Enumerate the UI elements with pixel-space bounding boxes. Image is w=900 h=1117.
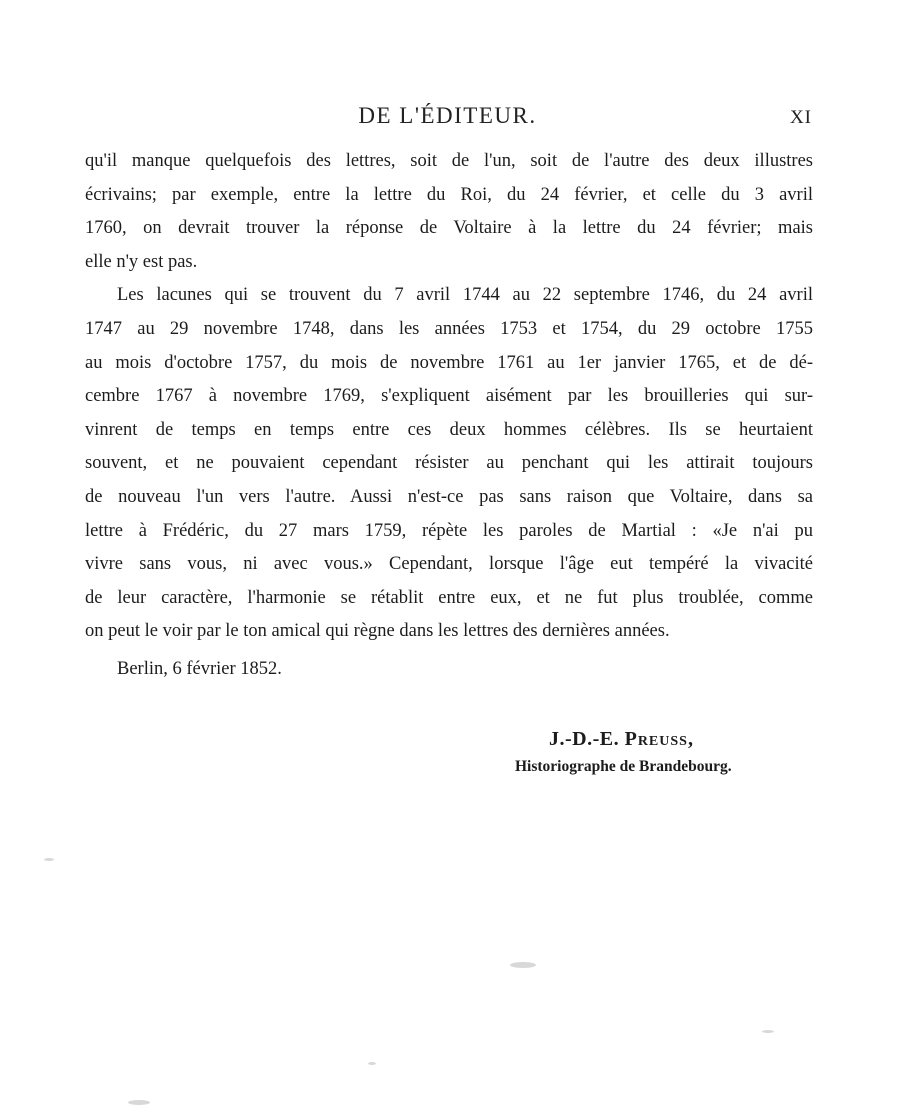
text-line: lettre à Frédéric, du 27 mars 1759, répète les paroles de Martial : «Je n'ai pu	[85, 520, 813, 541]
text-line: écrivains; par exemple, entre la lettre du Roi, du 24 février, et celle du 3 avril	[85, 184, 813, 205]
page-number: XI	[789, 107, 812, 128]
paper-speck	[44, 858, 54, 861]
running-head	[0, 103, 900, 133]
text-line: 1747 au 29 novembre 1748, dans les années 1753 et 1754, du 29 octobre 1755	[85, 318, 813, 339]
signature-block	[515, 722, 765, 778]
running-title: DE L'ÉDITEUR.	[358, 103, 537, 128]
text-line: qu'il manque quelquefois des lettres, soit de l'un, soit de l'autre des deux illustres	[85, 151, 813, 171]
paper-speck	[368, 1062, 376, 1065]
paper-speck	[128, 1100, 150, 1105]
text-line: souvent, et ne pouvaient cependant résister au penchant qui les attirait toujours	[85, 453, 813, 474]
paragraph	[85, 145, 813, 279]
text-block	[85, 145, 813, 687]
signature-initials: J.-D.-E.	[549, 728, 620, 750]
text-line: elle n'y est pas.	[85, 251, 198, 272]
text-line: de leur caractère, l'harmonie se rétablit entre eux, et ne fut plus troublée, comme	[85, 587, 813, 608]
text-line: Les lacunes qui se trouvent du 7 avril 1744 au 22 septembre 1746, du 24 avril	[117, 285, 813, 306]
paper-speck	[762, 1030, 774, 1033]
paragraph	[85, 279, 813, 649]
signature-surname: Preuss,	[624, 728, 694, 750]
signature-name	[549, 722, 765, 756]
text-line: vivre sans vous, ni avec vous.» Cependant, lorsque l'âge eut tempéré la vivacité	[85, 554, 813, 575]
paper-speck	[510, 962, 536, 968]
dateline: Berlin, 6 février 1852.	[117, 658, 282, 679]
signature-title: Historiographe de Brandebourg.	[515, 758, 732, 775]
text-line: on peut le voir par le ton amical qui règne dans les lettres des dernières années.	[85, 621, 670, 642]
text-line: de nouveau l'un vers l'autre. Aussi n'est-ce pas sans raison que Voltaire, dans sa	[85, 486, 813, 507]
text-line: 1760, on devrait trouver la réponse de Voltaire à la lettre du 24 février; mais	[85, 218, 813, 239]
text-line: au mois d'octobre 1757, du mois de novembre 1761 au 1er janvier 1765, et de dé-	[85, 352, 813, 373]
text-line: cembre 1767 à novembre 1769, s'expliquent aisément par les brouilleries qui sur-	[85, 386, 813, 407]
text-line: vinrent de temps en temps entre ces deux hommes célèbres. Ils se heurtaient	[85, 419, 813, 440]
